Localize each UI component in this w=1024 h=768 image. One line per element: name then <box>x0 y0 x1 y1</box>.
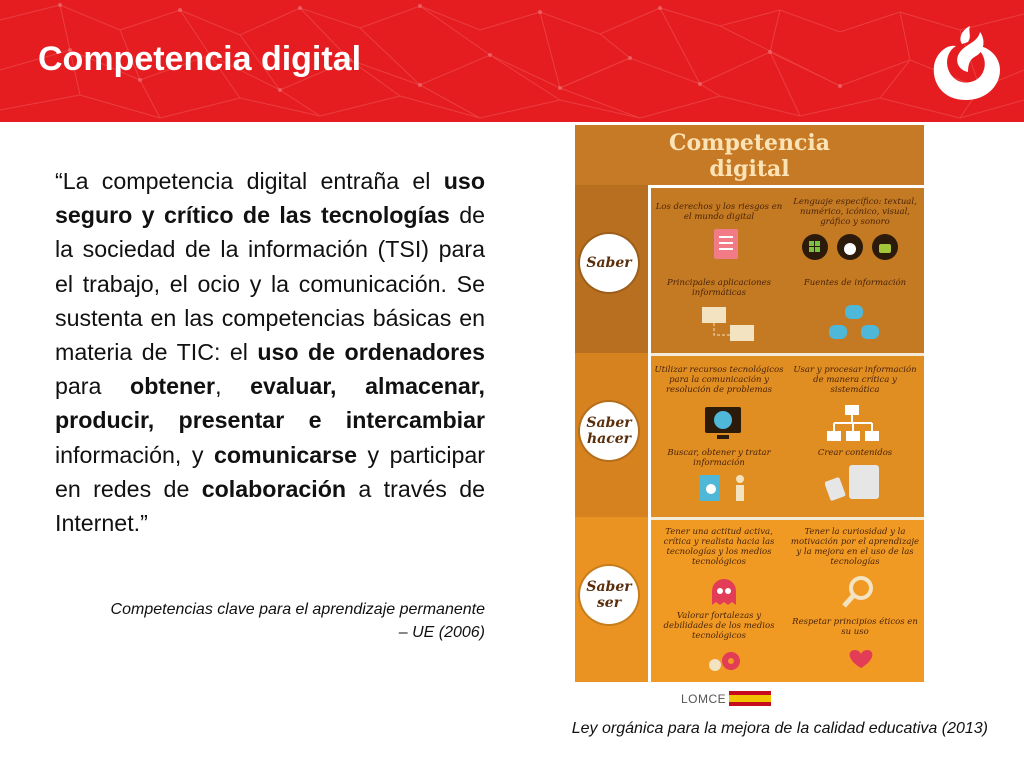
quote-bold: evaluar, almacenar, producir, presentar e intercambiar <box>55 373 485 434</box>
saber-badge: Saber <box>583 237 635 289</box>
sitemap-icon <box>825 403 881 443</box>
quote-text: información, y <box>55 441 214 468</box>
spain-flag-icon <box>729 691 771 706</box>
lomce-logo-text: LOMCE <box>681 692 727 706</box>
document-list-icon <box>712 227 742 261</box>
competencia-digital-quote <box>55 164 485 540</box>
saber-ser-caption: Valorar fortalezas y debilidades de los medios tecnológicos <box>663 611 775 641</box>
header-band <box>0 0 1024 122</box>
quote-text: para <box>55 373 131 400</box>
saber-hacer-band <box>575 353 924 517</box>
saber-ser-caption: Tener la curiosidad y la motivación por el aprendizaje y la mejora en el uso de las tecnologías <box>790 527 920 567</box>
saber-ser-band <box>575 517 924 682</box>
quote-bold: comunicarse <box>213 441 357 468</box>
quote-text: a través de Internet.” <box>55 475 485 537</box>
saber-ser-caption: Tener una actitud activa, crítica y realista hacia las tecnologías y los medios tecnológicos <box>663 527 775 567</box>
saber-ser-caption: Respetar principios éticos en su uso <box>792 617 918 637</box>
saber-hacer-caption: Buscar, obtener y tratar información <box>667 448 771 468</box>
saber-caption: Fuentes de información <box>803 278 907 288</box>
competencia-digital-infographic <box>575 125 924 682</box>
database-icon <box>827 301 883 343</box>
saber-ser-badge: Saber ser <box>583 569 635 621</box>
quote-text: , <box>215 373 251 400</box>
quote-bold: uso seguro y crítico de las tecnologías <box>55 168 485 229</box>
band-divider <box>651 517 924 520</box>
saber-caption: Los derechos y los riesgos en el mundo digital <box>655 202 783 222</box>
citation-line: Competencias clave para el aprendizaje permanente <box>110 601 485 618</box>
ghost-icon <box>708 577 740 609</box>
page-title: Competencia digital <box>38 40 362 78</box>
lomce-logo <box>681 689 791 709</box>
infographic-header <box>575 125 924 185</box>
gears-icon <box>705 647 745 677</box>
os-logos-icon <box>800 233 910 261</box>
saber-hacer-badge: Saber hacer <box>583 405 635 457</box>
saber-hacer-caption: Utilizar recursos tecnológicos para la comunicación y resolución de problemas <box>654 365 784 395</box>
quote-text: de la sociedad de la información (TSI) para el trabajo, el ocio y la comunicación. Se sustenta en las competencias básicas en materia de TIC: el <box>55 202 485 366</box>
band-divider <box>651 353 924 356</box>
quote-text: y participar en redes de <box>55 441 485 502</box>
infographic-title: Competencia <box>668 130 830 156</box>
law-caption: Ley orgánica para la mejora de la calidad educativa (2013) <box>571 720 988 737</box>
infographic-title: digital <box>709 156 790 182</box>
hands-heart-icon <box>841 644 881 672</box>
upc-flame-logo-icon <box>928 22 1004 102</box>
quote-bold: colaboración <box>201 475 347 502</box>
computer-network-icon <box>700 303 756 347</box>
quote-text: “La competencia digital entraña el <box>55 168 444 194</box>
magnifier-icon <box>841 575 877 609</box>
search-info-icon <box>695 471 755 505</box>
saber-hacer-caption: Usar y procesar información de manera crítica y sistemática <box>793 365 917 395</box>
quote-citation <box>55 598 485 644</box>
saber-hacer-caption: Crear contenidos <box>817 448 893 458</box>
saber-caption: Lenguaje específico: textual, numérico, icónico, visual, gráfico y sonoro <box>793 197 917 227</box>
saber-band <box>575 185 924 353</box>
devices-icon <box>825 463 885 501</box>
saber-caption: Principales aplicaciones informáticas <box>666 278 771 298</box>
quote-bold: obtener <box>130 373 216 400</box>
monitor-globe-icon <box>703 405 743 441</box>
quote-bold: uso de ordenadores <box>257 339 485 366</box>
citation-line: – UE (2006) <box>398 624 485 641</box>
